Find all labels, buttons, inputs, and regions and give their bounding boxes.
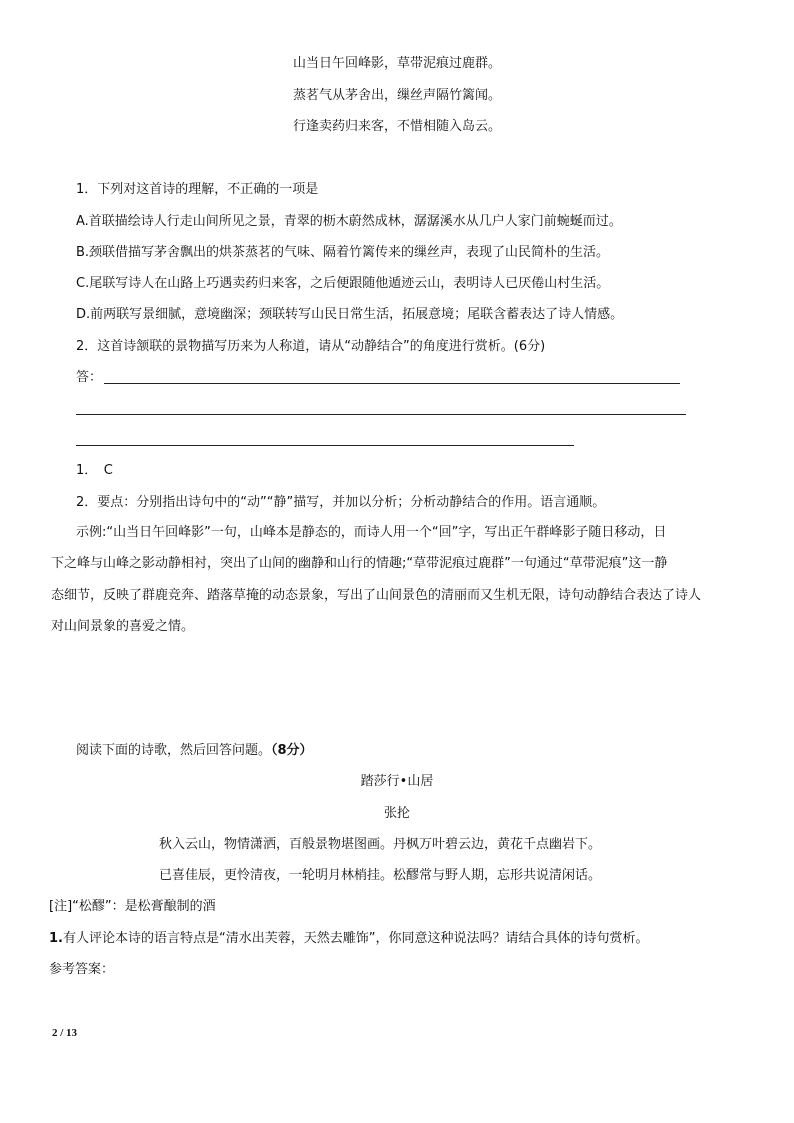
- example-line-1: 示例:“山当日午回峰影”一句，山峰本是静态的，而诗人用一个“回”字，写出正午群峰影子随日移动，日: [76, 525, 667, 540]
- question-number: 1.: [49, 931, 63, 946]
- poem-2-line-1: 秋入云山，物情潇洒，百般景物堪图画。丹枫万叶碧云边，黄花千点幽岩下。: [159, 837, 602, 852]
- section-2-intro: [76, 742, 313, 760]
- poem1-line-3: 行逢卖药归来客，不惜相随入岛云。: [292, 119, 501, 134]
- question-text: 有人评论本诗的语言特点是“清水出芙蓉，天然去雕饰”，你同意这种说法吗？请结合具体的诗句赏析。: [62, 931, 649, 946]
- question-1-stem: 1．下列对这首诗的理解，不正确的一项是: [76, 182, 319, 197]
- section-2-question: [49, 930, 648, 948]
- question-1-option-d: D.前两联写景细腻，意境幽深；颈联转写山民日常生活，拓展意境；尾联含蓄表达了诗人情感。: [76, 307, 624, 322]
- example-line-4: 对山间景象的喜爱之情。: [51, 619, 195, 634]
- question-2-stem: 2．这首诗颔联的景物描写历来为人称道，请从“动静结合”的角度进行赏析。(6分): [76, 339, 546, 354]
- example-line-2: 下之峰与山峰之影动静相衬，突出了山间的幽静和山行的情趣;“草带泥痕过鹿群”一句通过“草带泥痕”这一静: [51, 556, 668, 571]
- intro-points: （8分）: [271, 743, 313, 758]
- question-1-option-c: C.尾联写诗人在山路上巧遇卖药归来客，之后便跟随他遁迹云山，表明诗人已厌倦山村生活。: [76, 276, 610, 291]
- answer-2-points: 2．要点：分别指出诗句中的“动”“静”描写，并加以分析；分析动静结合的作用。语言通顺。: [76, 495, 606, 510]
- answer-line-1: [104, 383, 680, 384]
- poem-2-author: 张抡: [383, 806, 410, 821]
- poem1-line-1: 山当日午回峰影，草带泥痕过鹿群。: [292, 56, 501, 71]
- page-number: 2 / 13: [52, 1027, 78, 1039]
- poem-2-note: [注]“松醪”：是松膏酿制的酒: [49, 899, 216, 914]
- answer-line-3: [76, 445, 574, 446]
- answer-label: 答：: [76, 370, 103, 385]
- reference-answer-label: 参考答案：: [49, 962, 115, 977]
- question-1-option-a: A.首联描绘诗人行走山间所见之景，青翠的枥木蔚然成林，潺潺溪水从几户人家门前蜿蜒而过。: [76, 214, 622, 229]
- answer-1: 1． C: [76, 463, 113, 478]
- poem1-line-2: 蒸茗气从茅舍出，缫丝声隔竹篱闻。: [292, 88, 501, 103]
- poem-2-line-2: 已喜佳辰，更怜清夜，一轮明月林梢挂。松醪常与野人期，忘形共说清闲话。: [159, 868, 602, 883]
- question-1-option-b: B.颈联借描写茅舍飘出的烘茶蒸茗的气味、隔着竹篱传来的缫丝声，表现了山民简朴的生活。: [76, 245, 610, 260]
- answer-line-2: [76, 414, 686, 415]
- intro-text: 阅读下面的诗歌，然后回答问题。: [76, 743, 272, 758]
- poem-2-title: 踏莎行•山居: [360, 774, 434, 789]
- example-line-3: 态细节，反映了群鹿竞奔、踏落草掩的动态景象，写出了山间景色的清丽而又生机无限，诗句动静结合表达了诗人: [51, 588, 702, 603]
